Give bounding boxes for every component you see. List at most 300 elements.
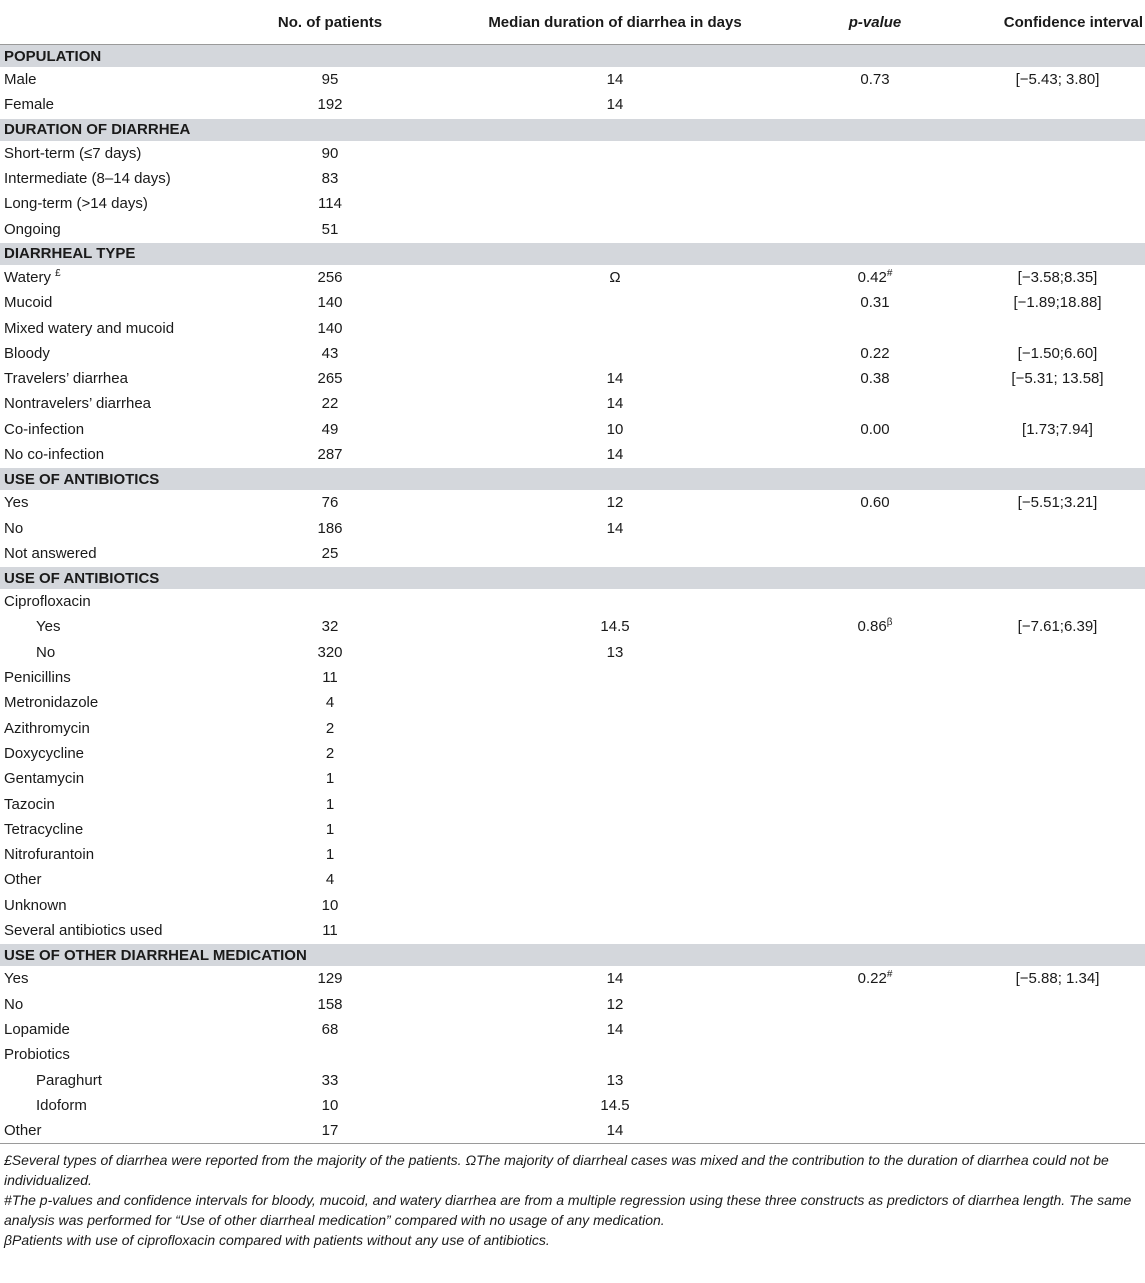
row-label: Other (4, 871, 42, 889)
p-value-cell (780, 1042, 970, 1067)
median-cell-value: 13 (606, 643, 624, 661)
table-row (0, 966, 1145, 991)
row-label-cell (0, 640, 210, 665)
ci-cell-value: [−5.31; 13.58] (1011, 370, 1104, 388)
patients-cell (210, 918, 450, 944)
median-cell-value: 14.5 (600, 1096, 630, 1114)
ci-cell (970, 417, 1145, 442)
footnote-marker: £ (55, 267, 61, 279)
section-header-row (0, 944, 1145, 967)
median-cell (450, 614, 780, 639)
table-row (0, 589, 1145, 614)
row-label: Paraghurt (36, 1071, 102, 1089)
p-value-cell (780, 265, 970, 290)
ci-cell-value: [−7.61;6.39] (1017, 618, 1098, 636)
table-row (0, 417, 1145, 442)
section-title: POPULATION (0, 45, 1145, 68)
row-label-cell (0, 166, 210, 191)
median-cell-value: 14 (606, 96, 624, 114)
ci-cell (970, 918, 1145, 944)
patients-cell-value: 114 (318, 195, 342, 213)
ci-cell (970, 817, 1145, 842)
median-cell (450, 817, 780, 842)
row-label: Yes (36, 618, 61, 636)
table-row (0, 191, 1145, 216)
median-cell (450, 867, 780, 892)
patients-cell (210, 391, 450, 416)
patients-cell (210, 67, 450, 92)
row-label-cell (0, 265, 210, 290)
ci-cell-value: [−5.43; 3.80] (1015, 71, 1100, 89)
ci-cell (970, 166, 1145, 191)
table-header (0, 0, 1145, 45)
median-cell (450, 191, 780, 216)
table-row (0, 141, 1145, 166)
p-value-cell (780, 966, 970, 991)
patients-cell-value: 17 (321, 1122, 339, 1140)
table-row (0, 541, 1145, 567)
p-value-cell (780, 640, 970, 665)
row-label: Doxycycline (4, 744, 85, 762)
table-row (0, 490, 1145, 515)
row-label-cell (0, 366, 210, 391)
patients-cell-value: 192 (317, 96, 343, 114)
p-value-cell (780, 67, 970, 92)
patients-cell-value: 1 (325, 846, 335, 864)
median-cell-value: 14 (606, 446, 624, 463)
p-value-cell (780, 867, 970, 892)
median-cell (450, 1067, 780, 1092)
median-cell-value: 14 (606, 970, 624, 988)
p-value-cell (780, 191, 970, 216)
patients-cell (210, 541, 450, 567)
p-value-cell (780, 690, 970, 715)
median-cell-value: 10 (606, 420, 624, 438)
p-value-cell (780, 842, 970, 867)
patients-cell-value: 90 (321, 144, 339, 162)
patients-cell (210, 665, 450, 690)
row-label: Penicillins (4, 669, 71, 687)
patients-cell-value: 22 (321, 395, 339, 413)
p-value-cell (780, 992, 970, 1017)
row-label: Ciprofloxacin (4, 593, 91, 611)
row-label: Mucoid (4, 294, 53, 312)
median-cell-value: 14 (606, 1122, 624, 1140)
row-label: Tetracycline (4, 820, 84, 838)
row-label: No (36, 643, 56, 661)
p-value-cell (780, 417, 970, 442)
patients-cell (210, 640, 450, 665)
median-cell-value: 14 (606, 71, 624, 89)
patients-cell (210, 1017, 450, 1042)
patients-cell (210, 842, 450, 867)
p-value-cell-value: 0.38 (860, 370, 890, 388)
p-value-cell (780, 366, 970, 391)
section-title: DIARRHEAL TYPE (0, 242, 1145, 265)
p-value-cell-value: 0.22 (857, 970, 887, 988)
table-row (0, 391, 1145, 416)
row-label-cell (0, 1093, 210, 1118)
ci-cell (970, 1067, 1145, 1092)
patients-cell-value: 1 (325, 820, 335, 838)
table-row (0, 515, 1145, 540)
median-cell (450, 893, 780, 918)
ci-cell (970, 515, 1145, 540)
ci-cell (970, 716, 1145, 741)
patients-cell-value: 33 (321, 1071, 339, 1089)
patients-cell (210, 92, 450, 118)
median-cell (450, 842, 780, 867)
table-row (0, 817, 1145, 842)
row-label-cell (0, 690, 210, 715)
patients-cell (210, 315, 450, 340)
ci-cell (970, 893, 1145, 918)
ci-cell (970, 766, 1145, 791)
median-cell-value: 14.5 (600, 618, 630, 636)
ci-cell-value: [−1.89;18.88] (1013, 294, 1102, 312)
p-value-cell (780, 141, 970, 166)
row-label: Azithromycin (4, 719, 90, 737)
p-value-cell (780, 290, 970, 315)
table-row (0, 92, 1145, 118)
patients-cell (210, 589, 450, 614)
p-value-cell (780, 817, 970, 842)
p-value-cell (780, 918, 970, 944)
section-title: DURATION OF DIARRHEA (0, 118, 1145, 141)
row-label-cell (0, 614, 210, 639)
footnote-marker: # (886, 267, 893, 279)
median-cell-value: 14 (606, 395, 624, 413)
row-label: No co-infection (4, 446, 105, 463)
median-cell-value: Ω (609, 268, 621, 286)
patients-cell (210, 716, 450, 741)
table-row (0, 992, 1145, 1017)
header-no-of-patients: No. of patients (210, 0, 450, 45)
p-value-cell (780, 1118, 970, 1143)
patients-cell-value: 320 (317, 643, 343, 661)
median-cell (450, 918, 780, 944)
row-label-cell (0, 893, 210, 918)
median-cell (450, 216, 780, 242)
patients-cell-value: 95 (321, 71, 339, 89)
patients-cell (210, 1118, 450, 1143)
patients-cell-value: 68 (321, 1020, 339, 1038)
median-cell (450, 1118, 780, 1143)
median-cell (450, 791, 780, 816)
row-label: Mixed watery and mucoid (4, 319, 175, 337)
row-label-cell (0, 141, 210, 166)
section-header-row (0, 118, 1145, 141)
row-label: Metronidazole (4, 694, 99, 712)
patients-cell (210, 515, 450, 540)
row-label-cell (0, 791, 210, 816)
footnote-marker: # (886, 969, 893, 981)
median-cell (450, 766, 780, 791)
table-row (0, 442, 1145, 468)
patients-cell (210, 1067, 450, 1092)
patients-cell-value: 1 (325, 770, 335, 788)
p-value-cell (780, 614, 970, 639)
p-value-cell (780, 315, 970, 340)
row-label: Yes (4, 970, 29, 988)
p-value-cell (780, 716, 970, 741)
patients-cell-value: 140 (317, 319, 343, 337)
table-row (0, 1093, 1145, 1118)
p-value-cell (780, 589, 970, 614)
p-value-cell (780, 1017, 970, 1042)
ci-cell (970, 589, 1145, 614)
ci-cell-value: [−3.58;8.35] (1017, 268, 1098, 286)
median-cell (450, 1093, 780, 1118)
patients-cell-value: 186 (317, 519, 343, 537)
ci-cell (970, 290, 1145, 315)
median-cell (450, 417, 780, 442)
row-label: Co-infection (4, 420, 85, 438)
table-row (0, 1067, 1145, 1092)
patients-cell-value: 83 (321, 170, 339, 188)
median-cell (450, 166, 780, 191)
row-label-cell (0, 741, 210, 766)
row-label-cell (0, 966, 210, 991)
patients-cell (210, 992, 450, 1017)
median-cell-value: 13 (606, 1071, 624, 1089)
ci-cell (970, 1118, 1145, 1143)
row-label: Lopamide (4, 1020, 70, 1038)
section-title: USE OF ANTIBIOTICS (0, 468, 1145, 491)
row-label-cell (0, 766, 210, 791)
p-value-cell (780, 391, 970, 416)
table-row (0, 741, 1145, 766)
row-label-cell (0, 1042, 210, 1067)
patients-cell-value: 25 (321, 544, 339, 562)
row-label-cell (0, 1067, 210, 1092)
patients-cell (210, 1093, 450, 1118)
table-row (0, 791, 1145, 816)
p-value-cell-value: 0.73 (860, 71, 890, 89)
patients-cell-value: 4 (325, 694, 335, 712)
table-row (0, 166, 1145, 191)
table-row (0, 842, 1145, 867)
p-value-cell (780, 741, 970, 766)
section-header-row (0, 45, 1145, 68)
patients-cell (210, 216, 450, 242)
ci-cell (970, 541, 1145, 567)
median-cell (450, 366, 780, 391)
row-label: Watery (4, 268, 51, 286)
median-cell (450, 640, 780, 665)
patients-cell-value: 10 (321, 1096, 339, 1114)
row-label-cell (0, 541, 210, 567)
row-label: Several antibiotics used (4, 922, 163, 940)
patients-cell (210, 817, 450, 842)
row-label: Intermediate (8–14 days) (4, 170, 171, 188)
row-label-cell (0, 191, 210, 216)
table-row (0, 1118, 1145, 1143)
footnote: βPatients with use of ciprofloxacin compared with patients without any use of antibiotics. (4, 1232, 550, 1249)
ci-cell (970, 341, 1145, 366)
row-label-cell (0, 92, 210, 118)
patients-cell (210, 614, 450, 639)
patients-cell (210, 966, 450, 991)
row-label-cell (0, 515, 210, 540)
median-cell (450, 92, 780, 118)
median-cell-value: 12 (606, 494, 624, 512)
ci-cell (970, 992, 1145, 1017)
p-value-cell (780, 216, 970, 242)
row-label: Nontravelers’ diarrhea (4, 395, 152, 413)
patients-cell (210, 366, 450, 391)
row-label: No (4, 519, 24, 537)
p-value-cell (780, 490, 970, 515)
row-label: Female (4, 96, 55, 114)
p-value-cell (780, 791, 970, 816)
median-cell (450, 490, 780, 515)
row-label: Yes (4, 494, 29, 512)
p-value-cell-value: 0.31 (860, 294, 890, 312)
patients-cell (210, 1042, 450, 1067)
row-label: Short-term (≤7 days) (4, 144, 142, 162)
row-label: Idoform (36, 1096, 87, 1114)
header-p-value-text: p-value (848, 13, 902, 31)
median-cell (450, 141, 780, 166)
p-value-cell (780, 166, 970, 191)
patients-cell (210, 417, 450, 442)
row-label: Unknown (4, 896, 67, 914)
row-label: Tazocin (4, 795, 55, 813)
patients-cell-value: 49 (321, 420, 339, 438)
row-label: Long-term (>14 days) (4, 195, 148, 213)
row-label: Nitrofurantoin (4, 846, 95, 864)
patients-cell (210, 265, 450, 290)
row-label-cell (0, 842, 210, 867)
ci-cell (970, 1093, 1145, 1118)
p-value-cell (780, 665, 970, 690)
ci-cell (970, 67, 1145, 92)
row-label-cell (0, 67, 210, 92)
table-row (0, 665, 1145, 690)
ci-cell (970, 1042, 1145, 1067)
row-label: Gentamycin (4, 770, 85, 788)
ci-cell (970, 741, 1145, 766)
p-value-cell (780, 442, 970, 468)
p-value-cell (780, 893, 970, 918)
median-cell (450, 67, 780, 92)
median-cell-value: 14 (606, 1020, 624, 1038)
table-row (0, 918, 1145, 944)
footnote-marker: β (886, 617, 893, 629)
row-label: Bloody (4, 344, 50, 362)
footnote: £Several types of diarrhea were reported from the majority of the patients. ΩThe majority of diarrheal cases was mixed and the contribution to the duration of diarrhea could not be individualized. (4, 1152, 1109, 1189)
ci-cell (970, 867, 1145, 892)
ci-cell (970, 791, 1145, 816)
table-row (0, 265, 1145, 290)
row-label: Ongoing (4, 220, 61, 238)
ci-cell-value: [−5.88; 1.34] (1015, 970, 1100, 988)
p-value-cell (780, 1093, 970, 1118)
median-cell (450, 515, 780, 540)
patients-cell (210, 166, 450, 191)
p-value-cell-value: 0.00 (860, 420, 890, 438)
table-row (0, 366, 1145, 391)
row-label-cell (0, 391, 210, 416)
patients-cell-value: 76 (321, 494, 339, 512)
patients-cell-value: 11 (322, 922, 338, 940)
patients-cell-value: 1 (325, 795, 335, 813)
median-cell-value: 14 (606, 519, 624, 537)
p-value-cell (780, 541, 970, 567)
p-value-cell-value: 0.86 (857, 618, 887, 636)
median-cell-value: 14 (606, 370, 624, 388)
row-label-cell (0, 665, 210, 690)
patients-cell-value: 265 (317, 370, 343, 388)
ci-cell (970, 690, 1145, 715)
ci-cell (970, 141, 1145, 166)
patients-cell-value: 43 (321, 344, 339, 362)
median-cell (450, 341, 780, 366)
row-label-cell (0, 490, 210, 515)
patients-cell (210, 141, 450, 166)
ci-cell (970, 614, 1145, 639)
row-label: Travelers’ diarrhea (4, 370, 128, 388)
p-value-cell-value: 0.42 (857, 268, 887, 286)
table-row (0, 290, 1145, 315)
patients-cell-value: 10 (321, 896, 339, 914)
patients-cell-value: 4 (325, 871, 335, 889)
ci-cell (970, 442, 1145, 468)
row-label-cell (0, 817, 210, 842)
p-value-cell (780, 1067, 970, 1092)
row-label-cell (0, 315, 210, 340)
ci-cell-value: [−1.50;6.60] (1017, 344, 1098, 362)
median-cell (450, 290, 780, 315)
ci-cell (970, 366, 1145, 391)
section-title: USE OF OTHER DIARRHEAL MEDICATION (0, 944, 1145, 967)
patients-cell (210, 490, 450, 515)
ci-cell-value: [−5.51;3.21] (1017, 494, 1098, 512)
ci-cell (970, 966, 1145, 991)
table-row (0, 640, 1145, 665)
patients-cell-value: 51 (321, 220, 339, 238)
patients-cell (210, 442, 450, 468)
median-cell (450, 1017, 780, 1042)
row-label-cell (0, 442, 210, 468)
median-cell (450, 315, 780, 340)
section-header-row (0, 242, 1145, 265)
row-label-cell (0, 1017, 210, 1042)
median-cell (450, 741, 780, 766)
table-row (0, 614, 1145, 639)
patients-cell (210, 893, 450, 918)
section-title: USE OF ANTIBIOTICS (0, 567, 1145, 590)
median-cell (450, 442, 780, 468)
median-cell (450, 391, 780, 416)
patients-cell (210, 867, 450, 892)
ci-cell (970, 92, 1145, 118)
patients-cell (210, 741, 450, 766)
ci-cell (970, 490, 1145, 515)
ci-cell (970, 315, 1145, 340)
patients-cell (210, 341, 450, 366)
footnotes (0, 1144, 1145, 1250)
p-value-cell (780, 341, 970, 366)
median-cell (450, 541, 780, 567)
median-cell (450, 1042, 780, 1067)
patients-cell-value: 129 (317, 970, 343, 988)
p-value-cell (780, 515, 970, 540)
median-cell (450, 589, 780, 614)
patients-cell (210, 690, 450, 715)
table-row (0, 766, 1145, 791)
